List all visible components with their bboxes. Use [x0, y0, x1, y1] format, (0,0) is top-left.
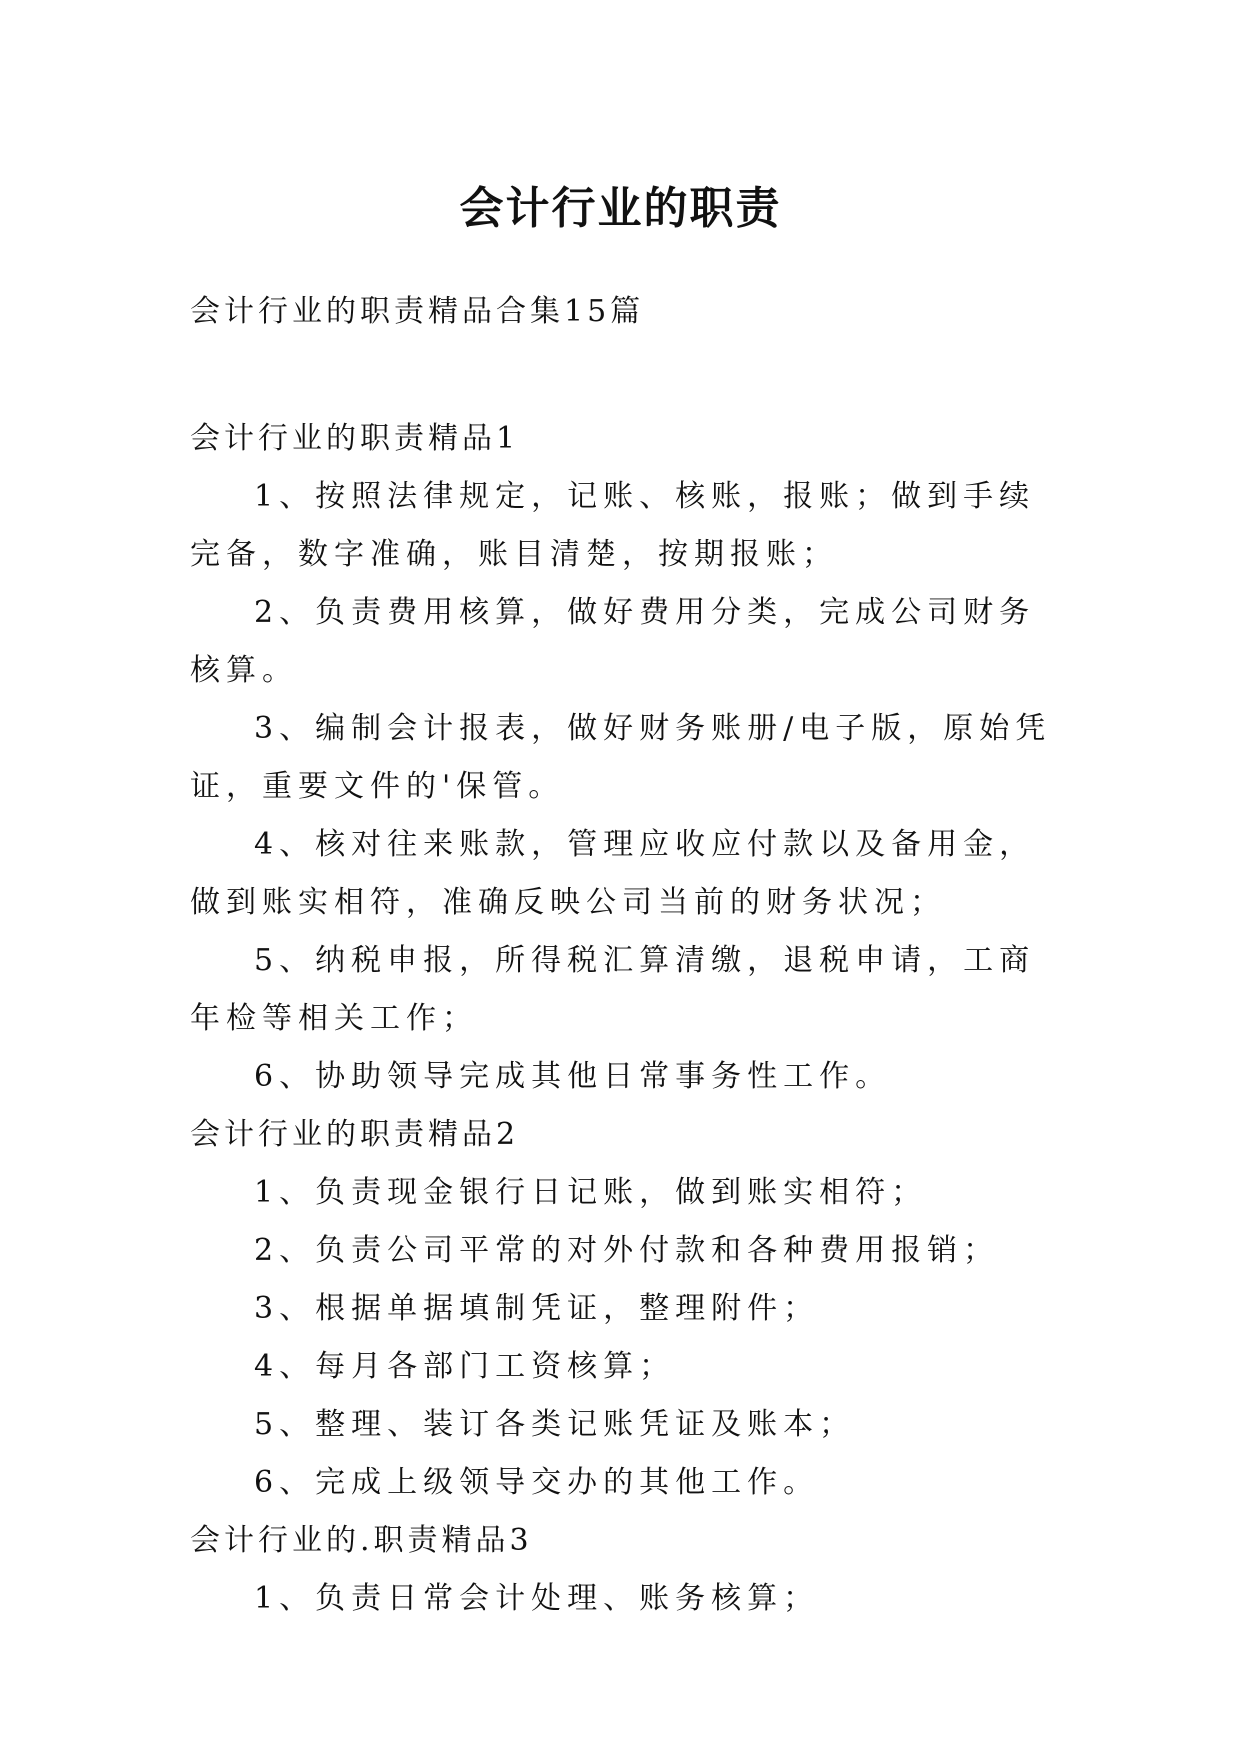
document-body [190, 410, 1070, 1628]
list-item: 6、协助领导完成其他日常事务性工作。 [254, 1059, 892, 1094]
list-item: 5、纳税申报，所得税汇算清缴，退税申请，工商年检等相关工作； [190, 943, 1036, 1036]
list-item: 4、每月各部门工资核算； [254, 1349, 676, 1384]
section-heading: 会计行业的.职责精品3 [190, 1523, 533, 1558]
section-heading: 会计行业的职责精品2 [190, 1117, 520, 1152]
list-item: 1、按照法律规定，记账、核账，报账；做到手续完备，数字准确，账目清楚，按期报账； [190, 479, 1036, 572]
page-title: 会计行业的职责 [459, 183, 782, 235]
list-item: 2、负责公司平常的对外付款和各种费用报销； [254, 1233, 1000, 1268]
list-item: 2、负责费用核算，做好费用分类，完成公司财务核算。 [190, 595, 1036, 688]
section-3 [190, 1512, 1070, 1628]
section-2 [190, 1106, 1070, 1512]
section-1 [190, 410, 1070, 1106]
list-item: 4、核对往来账款，管理应收应付款以及备用金，做到账实相符，准确反映公司当前的财务状况； [190, 827, 1036, 920]
list-item: 5、整理、装订各类记账凭证及账本； [254, 1407, 856, 1442]
list-item: 1、负责日常会计处理、账务核算； [254, 1581, 820, 1616]
list-item: 3、编制会计报表，做好财务账册/电子版，原始凭证，重要文件的'保管。 [190, 711, 1052, 804]
section-heading: 会计行业的职责精品1 [190, 421, 520, 456]
list-item: 6、完成上级领导交办的其他工作。 [254, 1465, 820, 1500]
list-item: 3、根据单据填制凭证，整理附件； [254, 1291, 820, 1326]
collection-subtitle: 会计行业的职责精品合集15篇 [190, 294, 645, 329]
list-item: 1、负责现金银行日记账，做到账实相符； [254, 1175, 928, 1210]
